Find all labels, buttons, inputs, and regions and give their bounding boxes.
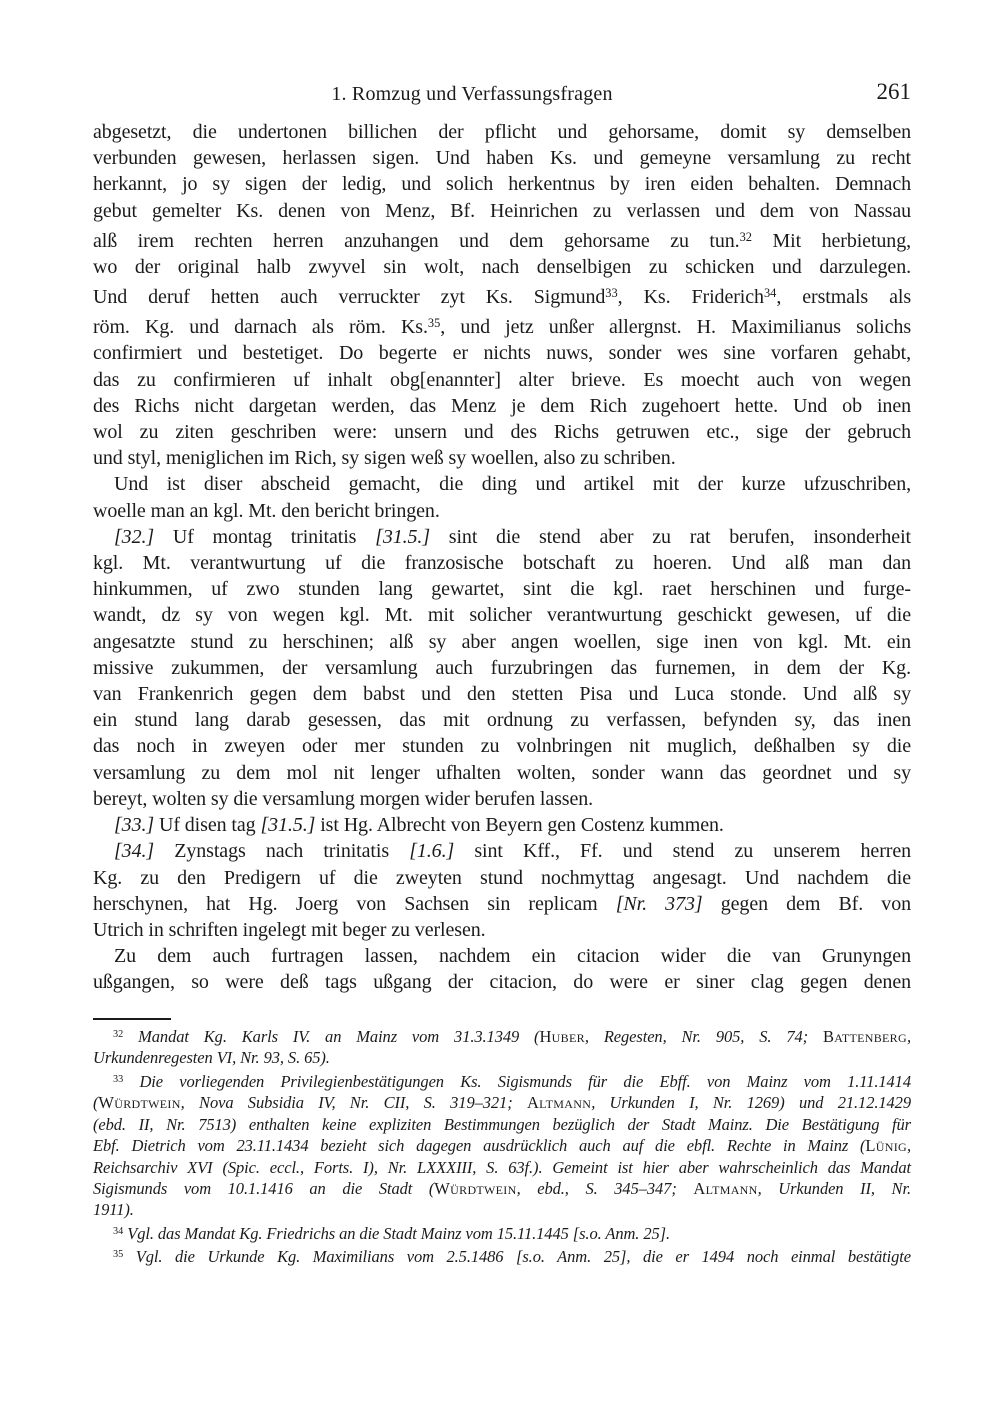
text-run: Utrich in schriften ingelegt mit beger zu verlesen. bbox=[93, 918, 486, 941]
text-line bbox=[93, 1047, 911, 1068]
text-line bbox=[93, 629, 911, 655]
text-run: Vgl. die Urkunde Kg. Maximilians vom 2.5.1486 [s.o. Anm. 25], die er 1494 noch einmal bestätigte bbox=[123, 1247, 911, 1267]
footnote bbox=[93, 1069, 911, 1221]
footnote-ref: 32 bbox=[113, 1029, 124, 1040]
text-run: [32.] bbox=[114, 525, 155, 548]
footnote bbox=[93, 1221, 911, 1244]
text-run: bereyt, wolten sy die versamlung morgen wider berufen lassen. bbox=[93, 787, 594, 810]
text-line bbox=[93, 524, 911, 550]
footnote-ref: 34 bbox=[113, 1225, 124, 1237]
text-run: gegen dem Bf. von bbox=[702, 892, 912, 915]
text-line bbox=[93, 707, 911, 733]
running-head bbox=[93, 81, 911, 107]
smallcaps-run: Altmann bbox=[526, 1093, 592, 1113]
text-line bbox=[93, 171, 911, 197]
text-run: Sigismunds vom 10.1.1416 an die Stadt ( bbox=[93, 1178, 435, 1198]
text-line bbox=[93, 119, 911, 145]
text-line bbox=[93, 367, 911, 393]
text-line bbox=[93, 1114, 911, 1135]
text-run: abgesetzt, die undertonen billichen der pflicht und gehorsame, domit sy demselben bbox=[93, 121, 911, 143]
paragraph bbox=[93, 119, 911, 471]
text-run: angesatzte stund zu herschinen; alß sy aber angen woellen, sige inen von kgl. Mt. ein bbox=[93, 630, 911, 653]
text-line bbox=[93, 254, 911, 280]
body-text bbox=[93, 119, 911, 996]
text-line bbox=[93, 602, 911, 628]
text-run: , bbox=[906, 1136, 911, 1156]
paragraph bbox=[93, 943, 911, 995]
text-line bbox=[93, 681, 911, 707]
text-run: (ebd. II, Nr. 7513) enthalten keine expliziten Bestimmungen bezüglich der Stadt Mainz. Die Bestätigung für bbox=[93, 1114, 911, 1134]
text-line bbox=[93, 733, 911, 759]
text-line bbox=[93, 280, 911, 310]
text-run: röm. Kg. und darnach als röm. Ks. bbox=[93, 316, 428, 339]
text-run: Mit herbietung, bbox=[751, 229, 912, 252]
text-run: [34.] bbox=[114, 840, 155, 863]
text-run: Kg. zu den Predigern uf die zweyten stund nochmyttag angesagt. Und nachdem die bbox=[93, 866, 911, 889]
text-run: herkannt, jo sy sigen der ledig, und solich herkentnus by iren eiden behalten. Demnach bbox=[93, 173, 911, 196]
text-run: Urkundenregesten VI, Nr. 93, S. 65). bbox=[93, 1048, 330, 1068]
footnote-separator bbox=[93, 1018, 171, 1020]
text-run: , Regesten, Nr. 905, S. 74; bbox=[584, 1026, 823, 1046]
text-line bbox=[93, 419, 911, 445]
text-run: , Urkunden I, Nr. 1269) und 21.12.1429 bbox=[591, 1093, 911, 1113]
footnote-ref: 35 bbox=[427, 316, 441, 331]
text-run: Und deruf hetten auch verruckter zyt Ks. Sigmund bbox=[93, 286, 606, 309]
text-run: verbunden gewesen, herlassen sigen. Und haben Ks. und gemeyne versamlung zu recht bbox=[93, 147, 911, 170]
text-run: wo der original halb zwyvel sin wolt, nach denselbigen zu schicken und darzulegen. bbox=[93, 255, 911, 278]
text-run: [Nr. 373] bbox=[615, 892, 703, 915]
text-line bbox=[93, 1221, 911, 1244]
text-line bbox=[93, 1244, 911, 1267]
text-run: ußgangen, so were deß tags ußgang der citacion, do were er siner clag gegen denen bbox=[93, 971, 911, 994]
text-run: ( bbox=[93, 1093, 99, 1113]
paragraph bbox=[93, 812, 911, 838]
text-run: versamlung zu dem mol nit lenger ufhalten wolten, sonder wann das geordnet und sy bbox=[93, 761, 911, 784]
text-run: , Nova Subsidia IV, Nr. CII, S. 319–321; bbox=[180, 1093, 527, 1113]
text-run: alß irem rechten herren anzuhangen und dem gehorsame zu tun. bbox=[93, 229, 740, 252]
smallcaps-run: Würdtwein bbox=[98, 1093, 181, 1113]
text-line bbox=[93, 812, 911, 838]
text-run: Ebf. Dietrich vom 23.11.1434 bezieht sich dagegen ausdrücklich auch auf die ebfl. Rechte in Mainz ( bbox=[93, 1136, 866, 1156]
text-line bbox=[93, 224, 911, 254]
text-line bbox=[93, 969, 911, 995]
text-line bbox=[93, 1157, 911, 1178]
text-run: kgl. Mt. verantwurtung uf die franzosische botschaft zu hoeren. Und alß man dan bbox=[93, 552, 911, 575]
text-run: Und ist diser abscheid gemacht, die ding und artikel mit der kurze ufzuschriben, bbox=[114, 473, 911, 496]
smallcaps-run: Altmann bbox=[693, 1178, 758, 1198]
text-line bbox=[93, 445, 911, 471]
text-run: [33.] bbox=[114, 814, 155, 837]
paragraph bbox=[93, 838, 911, 943]
smallcaps-run: Würdtwein bbox=[434, 1178, 517, 1198]
text-run: woelle man an kgl. Mt. den bericht bringen. bbox=[93, 499, 440, 522]
text-line bbox=[93, 838, 911, 864]
text-run: , ebd., S. 345–347; bbox=[516, 1178, 694, 1198]
text-run: , und jetz unßer allergnst. H. Maximilianus solichs bbox=[440, 316, 911, 339]
text-run: Uf montag trinitatis bbox=[154, 525, 376, 548]
text-line bbox=[93, 1135, 911, 1156]
text-line bbox=[93, 1069, 911, 1092]
text-run: 1911). bbox=[93, 1200, 134, 1220]
text-line bbox=[93, 340, 911, 366]
text-run: [31.5.] bbox=[260, 814, 316, 837]
text-run: wol zu ziten geschriben were: unsern und des Richs getruwen etc., sige der gebruch bbox=[93, 421, 911, 444]
text-run: wandt, dz sy von wegen kgl. Mt. mit solicher verantwurtung geschickt gewesen, uf die bbox=[93, 604, 911, 627]
text-line bbox=[93, 471, 911, 497]
text-run: , erstmals als bbox=[776, 286, 912, 309]
text-line bbox=[93, 943, 911, 969]
text-run: Uf disen tag bbox=[154, 814, 261, 837]
page-number: 261 bbox=[876, 79, 911, 104]
text-run: Zu dem auch furtragen lassen, nachdem ein citacion wider die van Grunyngen bbox=[114, 945, 911, 968]
text-run: , bbox=[906, 1026, 911, 1046]
footnote-ref: 33 bbox=[605, 286, 618, 301]
text-run: herschynen, hat Hg. Joerg von Sachsen sin replicam bbox=[93, 892, 616, 915]
text-run: Reichsarchiv XVI (Spic. eccl., Forts. I), Nr. LXXXIII, S. 63f.). Gemeint ist hier aber wahrscheinlich das Mandat bbox=[93, 1157, 911, 1177]
paragraph bbox=[93, 524, 911, 812]
smallcaps-run: Lünig bbox=[865, 1136, 907, 1156]
text-line bbox=[93, 550, 911, 576]
text-run: Mandat Kg. Karls IV. an Mainz vom 31.3.1349 ( bbox=[123, 1026, 540, 1046]
footnote-ref: 34 bbox=[763, 286, 777, 301]
text-run: und styl, meniglichen im Rich, sy sigen weß sy woellen, also zu schriben. bbox=[93, 447, 676, 470]
chapter-title: 1. Romzug und Verfassungsfragen bbox=[331, 83, 613, 105]
text-run: Die vorliegenden Privilegienbestätigungen Ks. Sigismunds für die Ebff. von Mainz vom 1.11.1414 bbox=[123, 1071, 911, 1091]
paragraph bbox=[93, 471, 911, 523]
smallcaps-run: Huber bbox=[539, 1026, 585, 1046]
text-line bbox=[93, 1024, 911, 1047]
text-run: Vgl. das Mandat Kg. Friedrichs an die Stadt Mainz vom 15.11.1445 [s.o. Anm. 25]. bbox=[123, 1223, 670, 1243]
text-run: Zynstags nach trinitatis bbox=[154, 840, 410, 863]
text-line bbox=[93, 1178, 911, 1199]
footnote-ref: 35 bbox=[113, 1249, 124, 1261]
text-line bbox=[93, 917, 911, 943]
footnote-ref: 33 bbox=[113, 1073, 124, 1085]
text-run: das zu confirmieren uf inhalt obg[enannter] alter brieve. Es moecht auch von wegen bbox=[93, 368, 911, 391]
text-run: ein stund lang darab gesessen, das mit ordnung zu verfassen, befynden sy, das inen bbox=[93, 709, 911, 732]
text-line bbox=[93, 760, 911, 786]
text-line bbox=[93, 865, 911, 891]
smallcaps-run: Battenberg bbox=[822, 1026, 907, 1046]
text-run: [1.6.] bbox=[409, 840, 455, 863]
text-line bbox=[93, 786, 911, 812]
text-line bbox=[93, 655, 911, 681]
text-run: sint die stend aber zu rat berufen, insonderheit bbox=[430, 525, 911, 548]
text-run: hinkummen, uf zwo stunden lang gewartet, sint die kgl. raet herschinen und furge- bbox=[93, 578, 911, 601]
text-run: , Ks. Friderich bbox=[617, 286, 764, 309]
text-run: confirmiert und bestetiget. Do begerte er nichts nuws, sonder wes sine vorfaren gehabt, bbox=[93, 342, 911, 365]
text-run: sint Kff., Ff. und stend zu unserem herren bbox=[454, 840, 911, 863]
text-line bbox=[93, 310, 911, 340]
text-line bbox=[93, 198, 911, 224]
text-run: [31.5.] bbox=[375, 525, 431, 548]
text-line bbox=[93, 891, 911, 917]
text-run: das noch in zweyen oder mer stunden zu volnbringen nit muglich, deßhalben sy die bbox=[93, 735, 911, 758]
footnotes bbox=[93, 1024, 911, 1268]
footnote-ref: 32 bbox=[739, 229, 752, 244]
text-run: ist Hg. Albrecht von Beyern gen Costenz kummen. bbox=[315, 814, 724, 837]
text-line bbox=[93, 393, 911, 419]
text-line bbox=[93, 576, 911, 602]
text-line bbox=[93, 498, 911, 524]
footnote bbox=[93, 1024, 911, 1069]
text-line bbox=[93, 1199, 911, 1220]
text-run: gebut gemelter Ks. denen von Menz, Bf. Heinrichen zu verlassen und dem von Nassau bbox=[93, 199, 911, 222]
text-run: missive zukummen, der versamlung auch furzubringen das furnemen, in dem der Kg. bbox=[93, 656, 911, 679]
text-line bbox=[93, 145, 911, 171]
text-line bbox=[93, 1092, 911, 1113]
text-run: van Frankenrich gegen dem babst und den stetten Pisa und Luca stonde. Und alß sy bbox=[93, 683, 911, 706]
text-run: des Richs nicht dargetan werden, das Menz je dem Rich zugehoert hette. Und ob inen bbox=[93, 394, 911, 417]
text-run: , Urkunden II, Nr. bbox=[757, 1178, 911, 1198]
footnote bbox=[93, 1244, 911, 1267]
